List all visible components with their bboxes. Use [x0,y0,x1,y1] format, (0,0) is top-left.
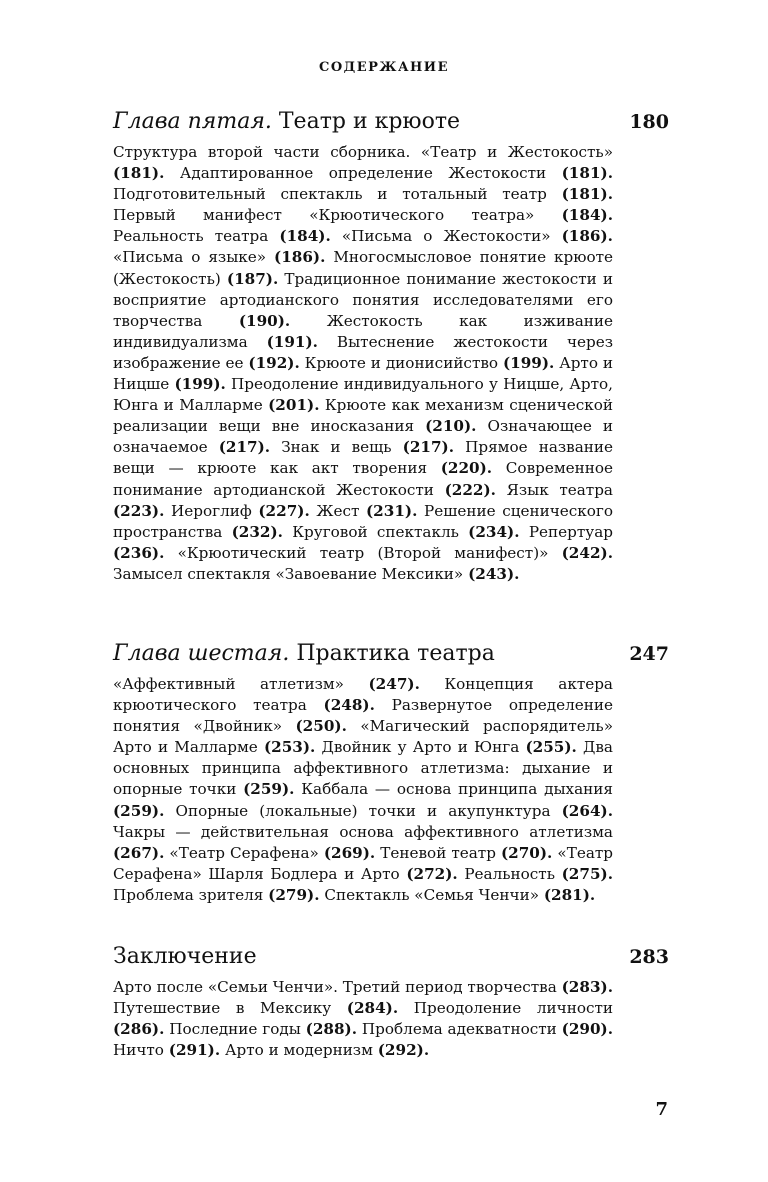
entry-page-ref: (186). [561,227,613,246]
entry-topic: «Театр Серафена» [164,843,324,862]
entry-page-ref: (255). [525,738,577,757]
entry-page-ref: (270). [500,843,553,862]
entry-topic: Крюоте и дионисийство [299,353,503,372]
entry-topic: Преодоление личности [398,999,613,1018]
entry-page-ref: (284). [346,999,399,1018]
entry-page-ref: (187). [226,269,279,288]
section-heading [113,640,668,670]
entry-page-ref: (227). [258,501,310,520]
entry-page-ref: (281). [543,885,596,904]
entry-page-ref: (199). [174,375,226,394]
entry-topic: Опорные (локальные) точки и акупунктура [164,801,562,820]
entry-page-ref: (222). [444,480,496,499]
entry-topic: Замысел спектакля «Завоевание Мексики» [113,564,469,583]
entry-topic: Развернутое определение понятия «Двойник» [113,696,613,736]
chapter-title: Театр и крюоте [271,109,461,134]
entry-topic: Язык театра [495,480,613,499]
entry-page-ref: (231). [366,501,418,520]
entry-page-ref: (199). [502,353,555,372]
entry-topic: Двойник у Арто и Юнга [315,738,526,757]
entry-topic: Круговой спектакль [282,522,469,541]
toc-section-conclusion [113,943,668,1061]
entry-topic: Последние годы [164,1020,306,1039]
section-title [113,641,495,666]
entry-page-ref: (181). [113,164,165,183]
section-page-number: 283 [629,946,669,968]
entry-page-ref: (184). [561,206,613,225]
entry-page-ref: (181). [561,164,613,183]
section-page-number: 247 [629,643,669,665]
entry-page-ref: (210). [425,417,477,436]
section-entries [113,142,613,585]
entry-page-ref: (292). [377,1041,430,1060]
entry-topic: Подготовительный спектакль и тотальный театр [113,185,562,204]
entry-topic: Реальность театра [113,227,280,246]
entry-topic: Ничто [113,1041,169,1060]
entry-page-ref: (232). [231,522,283,541]
entry-topic: Путешествие в Мексику [113,999,347,1018]
entry-topic: Спектакль «Семья Ченчи» [319,885,544,904]
entry-topic: Преодоление индивидуального у Ницше, Арто, Юнга и Малларме [113,375,613,415]
section-entries [113,674,613,906]
entry-topic: «Письма о языке» [113,248,275,267]
entry-page-ref: (234). [468,522,520,541]
section-title [113,109,460,134]
entry-topic: Вытеснение жестокости через изображение ее [113,332,614,372]
entry-page-ref: (272). [406,864,458,883]
chapter-title: Практика театра [289,641,495,666]
chapter-label: Глава шестая. [113,641,290,666]
entry-topic: Крюоте как механизм сценической реализации вещи вне иносказания [113,396,614,436]
chapter-label: Глава пятая. [113,109,272,134]
entry-page-ref: (192). [248,353,300,372]
entry-page-ref: (223). [113,501,165,520]
entry-page-ref: (291). [168,1041,221,1060]
entry-page-ref: (288). [305,1020,358,1039]
entry-topic: Два основных принципа аффективного атлетизма: дыхание и опорные точки [113,738,613,799]
entry-topic: «Крюотический театр (Второй манифест)» [164,543,562,562]
chapter-title: Заключение [113,944,257,969]
page-number: 7 [655,1099,668,1120]
entry-page-ref: (184). [279,227,331,246]
entry-topic: Современное понимание артодианской Жестокости [113,459,614,499]
entry-page-ref: (220). [440,459,493,478]
entry-page-ref: (242). [561,543,613,562]
entry-topic: Проблема зрителя [113,885,269,904]
entry-topic: Адаптированное определение Жестокости [164,164,562,183]
entry-topic: Реальность [457,864,562,883]
entry-topic: «Театр Серафена» Шарля Бодлера и Арто [113,843,613,883]
entry-topic: Проблема адекватности [357,1020,562,1039]
entry-topic: «Магический распорядитель» Арто и Малларме [113,717,613,757]
section-entries [113,977,613,1061]
entry-topic: Чакры — действительная основа аффективного атлетизма [113,822,613,841]
entry-topic: Концепция актера крюотического театра [113,675,613,715]
entry-topic: Многосмысловое понятие крюоте (Жестокость) [113,248,613,288]
entry-page-ref: (253). [263,738,316,757]
entry-page-ref: (279). [268,885,320,904]
entry-topic: Решение сценического пространства [113,501,613,541]
entry-page-ref: (191). [266,332,318,351]
entry-topic: Арто и Ницше [113,353,613,394]
section-heading [113,108,668,138]
entry-page-ref: (283). [561,978,613,996]
entry-page-ref: (236). [113,543,165,562]
entry-topic: Теневой театр [375,843,501,862]
entry-page-ref: (290). [561,1020,614,1039]
entry-page-ref: (217). [402,438,455,457]
entry-page-ref: (248). [323,696,375,715]
entry-topic: Прямое название вещи — крюоте как акт творения [113,438,614,478]
entry-topic: Репертуар [519,522,613,541]
entry-topic: Жест [309,501,366,520]
entry-page-ref: (217). [218,438,271,457]
toc-section-chapter-5 [113,108,668,585]
entry-topic: Жестокость как изживание индивидуализма [113,311,613,351]
entry-page-ref: (259). [113,801,165,820]
entry-page-ref: (186). [274,248,326,267]
entry-topic: Иероглиф [164,501,259,520]
section-title [113,944,257,969]
entry-page-ref: (250). [295,717,347,736]
section-heading [113,943,668,973]
entry-page-ref: (259). [243,780,295,799]
toc-section-chapter-6 [113,640,668,906]
entry-page-ref: (286). [113,1020,165,1039]
entry-topic: Традиционное понимание жестокости и восприятие артодианского понятия исследователями его творчества [113,269,614,330]
entry-topic: «Аффективный атлетизм» [113,675,369,693]
entry-page-ref: (201). [268,396,320,415]
entry-page-ref: (243). [468,564,520,583]
entry-topic: Арто после «Семьи Ченчи». Третий период творчества [113,978,562,996]
entry-topic: Структура второй части сборника. «Театр и Жестокость» [113,143,613,161]
entry-page-ref: (181). [561,185,613,204]
entry-page-ref: (247). [368,675,420,693]
running-header: СОДЕРЖАНИЕ [318,60,450,75]
entry-topic: Арто и модернизм [220,1041,378,1060]
entry-topic: Каббала — основа принципа дыхания [294,780,614,799]
entry-page-ref: (267). [113,843,165,862]
section-page-number: 180 [629,111,669,133]
entry-page-ref: (275). [561,864,613,883]
entry-page-ref: (269). [323,843,376,862]
entry-topic: Означающее и означаемое [113,417,613,457]
entry-page-ref: (190). [238,311,291,330]
entry-topic: «Письма о Жестокости» [330,227,562,246]
entry-topic: Первый манифест «Крюотического театра» [113,206,562,225]
entry-page-ref: (264). [561,801,613,820]
entry-topic: Знак и вещь [270,438,403,457]
